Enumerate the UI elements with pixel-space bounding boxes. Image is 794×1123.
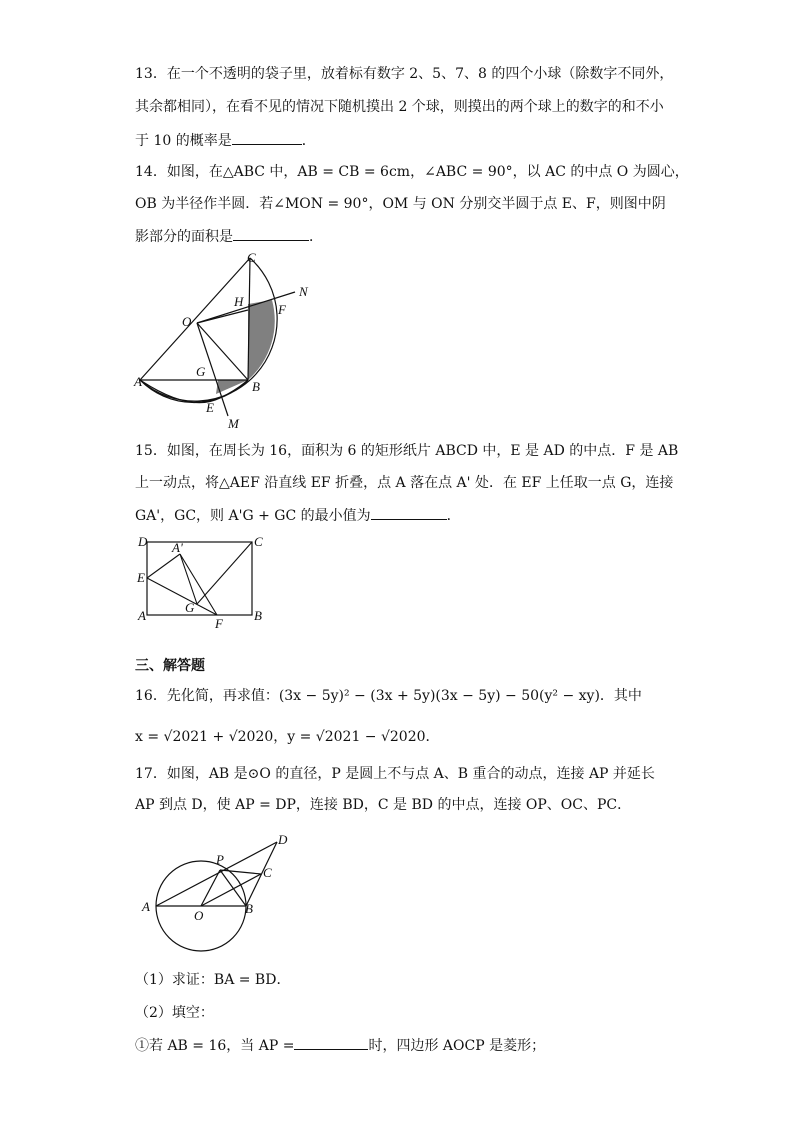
q13-line2: 其余都相同），在看不见的情况下随机摸出 2 个球，则摸出的两个球上的数字的和不小 (135, 99, 664, 115)
q14-answer-blank[interactable] (233, 226, 309, 241)
q15-line3 (135, 505, 461, 526)
q14-figure (130, 248, 330, 438)
q17-line-bd (246, 842, 277, 906)
q17-answer-blank[interactable] (294, 1035, 368, 1050)
q14-line-oh (197, 310, 248, 323)
q13-line3 (135, 130, 316, 151)
q17-line-pc (220, 870, 261, 874)
section-title: 三、解答题 (135, 658, 205, 674)
q14-label-e: E (206, 400, 214, 415)
q14-label-a: A (134, 374, 142, 389)
q15-label-b: B (254, 608, 262, 623)
q14-line2: OB 为半径作半圆．若∠MON = 90°，OM 与 ON 分别交半圆于点 E、F，则图中阴 (135, 196, 666, 212)
q15-label-f: F (215, 616, 223, 631)
q15-line1: 15．如图，在周长为 16，面积为 6 的矩形纸片 ABCD 中，E 是 AD 的中点．F 是 AB (135, 443, 679, 459)
q15-line-gc (197, 542, 252, 604)
q15-figure (135, 532, 275, 632)
q17-label-b: B (245, 901, 253, 916)
q15-line3-text: GA'，GC，则 A'G + GC 的最小值为 (135, 508, 371, 524)
q15-answer-blank[interactable] (371, 505, 447, 520)
q15-label-c: C (254, 534, 263, 549)
q15-label-e: E (137, 570, 145, 585)
q14-label-h: H (234, 294, 244, 309)
q14-label-n: N (299, 284, 308, 299)
q15-label-g: G (185, 600, 195, 615)
q17-label-o: O (194, 908, 204, 923)
q17-part2-item1 (135, 1035, 545, 1056)
q17-label-p: P (216, 852, 224, 867)
q15-line-ef (147, 578, 217, 615)
q15-line3-end: ． (446, 508, 461, 524)
q14-label-o: O (182, 314, 192, 329)
q15-line-ea1 (147, 554, 180, 578)
q14-label-m: M (228, 416, 239, 431)
q17-part1: （1）求证：BA = BD． (135, 972, 291, 988)
q17-part2-item1-pre: ①若 AB = 16，当 AP = (135, 1038, 295, 1054)
q14-line3-end: ． (309, 229, 323, 245)
q15-label-a: A (138, 608, 146, 623)
q17-label-a: A (142, 899, 150, 914)
q15-label-d: D (138, 534, 148, 549)
q17-label-c: C (263, 865, 272, 880)
q14-label-c: C (247, 250, 256, 265)
q16-line1: 16．先化简，再求值：(3x − 5y)² − (3x + 5y)(3x − 5y) − 50(y² − xy)．其中 (135, 688, 642, 704)
q14-line-ac (140, 258, 250, 380)
q13-line3-end: ． (301, 133, 316, 149)
q14-label-g: G (196, 364, 206, 379)
q16-line2: x = √2021 + √2020，y = √2021 − √2020． (135, 729, 440, 745)
q14-line1: 14．如图，在△ABC 中，AB = CB = 6cm，∠ABC = 90°，以 AC 的中点 O 为圆心， (135, 164, 689, 180)
q15-label-a1: A' (172, 540, 183, 555)
q17-figure (135, 830, 305, 955)
q17-part2-item1-post: 时，四边形 AOCP 是菱形； (368, 1038, 546, 1054)
q17-label-d: D (278, 832, 288, 847)
q17-line2: AP 到点 D，使 AP = DP，连接 BD，C 是 BD 的中点，连接 OP、OC、PC． (135, 797, 632, 813)
q14-label-f: F (278, 302, 286, 317)
q13-line1: 13．在一个不透明的袋子里，放着标有数字 2、5、7、8 的四个小球（除数字不同外， (135, 66, 674, 82)
q14-line3-text: 影部分的面积是 (135, 229, 233, 245)
q15-line2: 上一动点，将△AEF 沿直线 EF 折叠，点 A 落在点 A' 处．在 EF 上任取一点 G，连接 (135, 475, 674, 491)
q14-line3 (135, 226, 323, 247)
q14-label-b: B (252, 379, 260, 394)
q13-answer-blank[interactable] (232, 130, 302, 145)
q17-part2: （2）填空： (135, 1005, 214, 1021)
q15-rectangle-abcd (147, 542, 252, 615)
q17-line1: 17．如图，AB 是⊙O 的直径，P 是圆上不与点 A、B 重合的动点，连接 AP 并延长 (135, 766, 655, 782)
q13-line3-text: 于 10 的概率是 (135, 133, 232, 149)
